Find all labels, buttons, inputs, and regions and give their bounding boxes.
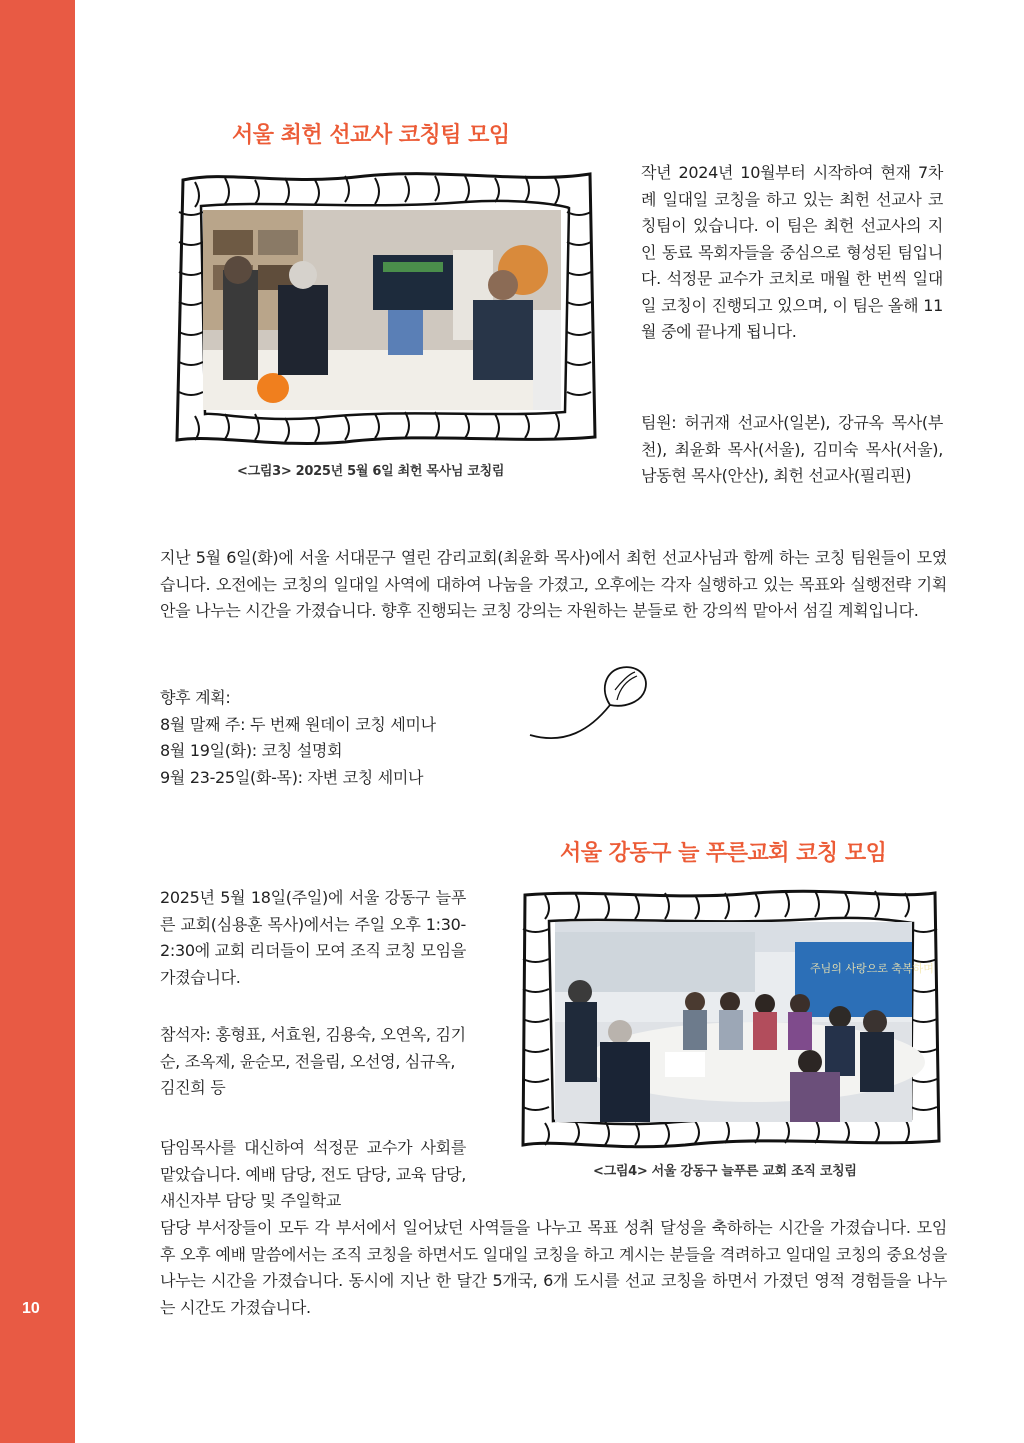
- future-plan: [160, 685, 540, 791]
- banner-text: 주님의 사랑으로 축복하며: [810, 962, 934, 975]
- plan-item: 8월 말째 주: 두 번째 원데이 코칭 세미나: [160, 714, 436, 734]
- section2-intro: 2025년 5월 18일(주일)에 서울 강동구 늘푸른 교회(심용훈 목사)에서는 주일 오후 1:30-2:30에 교회 리더들이 모여 조직 코칭 모임을 가졌습니다.: [160, 888, 466, 987]
- flower-doodle-icon: [525, 660, 675, 750]
- section1-title: 서울 최헌 선교사 코칭팀 모임: [232, 123, 510, 148]
- organization-coaching-photo: [555, 922, 934, 1122]
- section2-title: 서울 강동구 늘 푸른교회 코칭 모임: [560, 841, 887, 866]
- coaching-meeting-photo: [203, 210, 561, 410]
- section1-body: 지난 5월 6일(화)에 서울 서대문구 열린 감리교회(최윤화 목사)에서 최헌 선교사님과 함께 하는 코칭 팀원들이 모였습니다. 오전에는 코칭의 일대일 사역에 대하여 나눔을 가졌고, 오후에는 각자 실행하고 있는 목표와 실행전략 기획안을 나누는 시간을 가졌습니다. 향후 진행되는 코칭 강의는 자원하는 분들로 한 강의씩 맡아서 섬길 계획입니다.: [160, 548, 947, 620]
- figure-caption: <그림3> 2025년 5월 6일 최헌 목사님 코칭림: [237, 464, 505, 479]
- plan-title: 향후 계획:: [160, 688, 231, 707]
- plan-item: 8월 19일(화): 코칭 설명회: [160, 741, 343, 760]
- page-number: 10: [22, 1300, 40, 1317]
- section2-body-part2: 담당 부서장들이 모두 각 부서에서 일어났던 사역들을 나누고 목표 성취 달성을 축하하는 시간을 가졌습니다. 모임 후 오후 예배 말씀에서는 조직 코칭을 하면서도 일대일 코칭을 하고 계시는 분들을 격려하고 일대일 코칭의 중요성을 나누는 시간을 가졌습니다. 동시에 지난 한 달간 5개국, 6개 도시를 선교 코칭을 하면서 가졌던 영적 경험들을 나누는 시간도 가졌습니다.: [160, 1218, 947, 1317]
- section2-body-part1: 담임목사를 대신하여 석정문 교수가 사회를 맡았습니다. 예배 담당, 전도 담당, 교육 담당, 새신자부 담당 및 주일학교: [160, 1138, 466, 1210]
- section1-members: 팀원: 허귀재 선교사(일본), 강규옥 목사(부천), 최윤화 목사(서울), 김미숙 목사(서울), 남동현 목사(안산), 최헌 선교사(필리핀): [641, 413, 943, 485]
- plan-item: 9월 23-25일(화-목): 자변 코칭 세미나: [160, 767, 424, 787]
- figure-caption: <그림4> 서울 강동구 늘푸른 교회 조직 코칭림: [593, 1164, 857, 1179]
- section2-attendees: 참석자: 홍형표, 서효원, 김용숙, 오연옥, 김기순, 조옥제, 윤순모, 전을림, 오선영, 심규옥, 김진희 등: [160, 1025, 466, 1097]
- section1-intro: 작년 2024년 10월부터 시작하여 현재 7차례 일대일 코칭을 하고 있는 최헌 선교사 코칭팀이 있습니다. 이 팀은 최헌 선교사의 지인 동료 목회자들을 중심으로 형성된 팀입니다. 석정문 교수가 코치로 매월 한 번씩 일대일 코칭이 진행되고 있으며, 이 팀은 올해 11월 중에 끝나게 됩니다.: [641, 163, 943, 341]
- page-sidebar: [0, 0, 75, 1443]
